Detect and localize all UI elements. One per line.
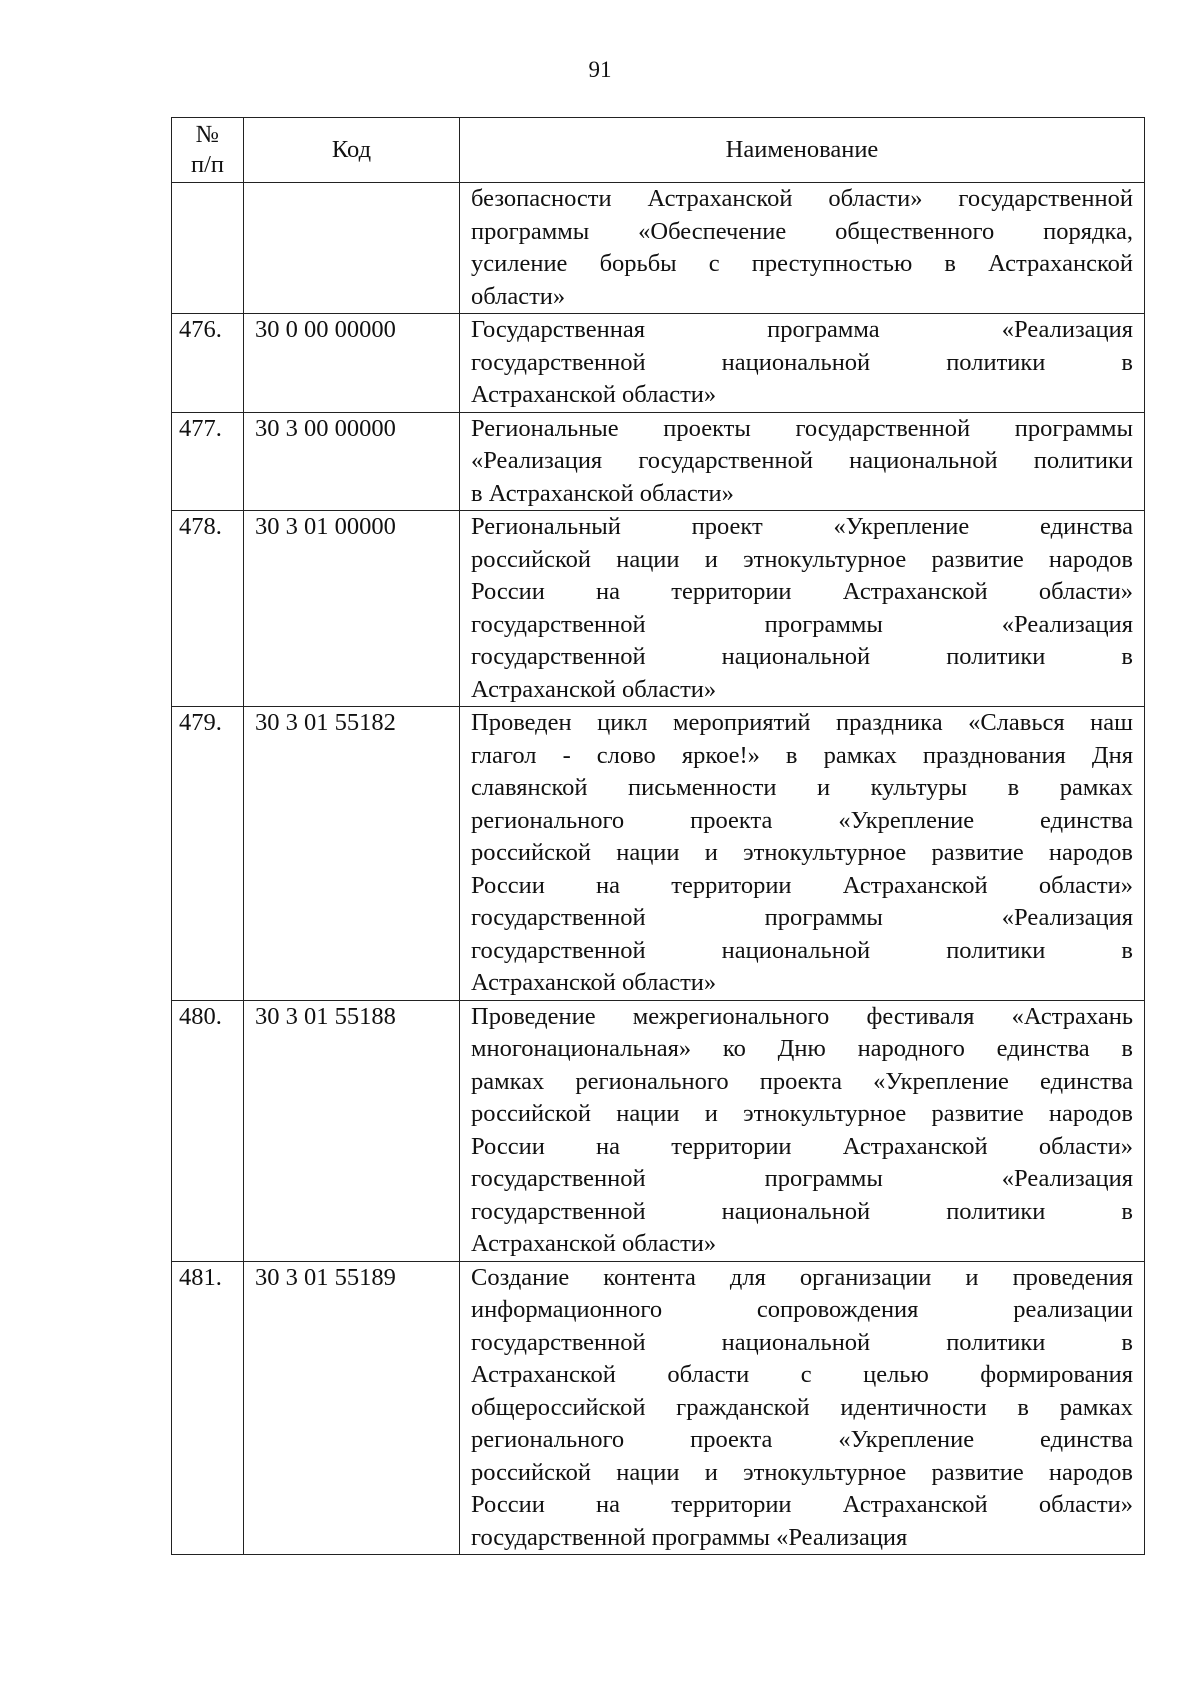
name-line: государственной национальной политики в bbox=[471, 348, 1133, 376]
row-number: 480. bbox=[172, 1000, 244, 1261]
name-line: России на территории Астраханской области» bbox=[471, 1491, 1133, 1518]
header-number bbox=[172, 118, 244, 183]
name-line: Региональные проекты государственной программы bbox=[471, 414, 1133, 442]
row-name bbox=[460, 183, 1145, 314]
row-name bbox=[460, 1000, 1145, 1261]
name-line: глагол - слово яркое!» в рамках празднования Дня bbox=[471, 741, 1133, 769]
table-row bbox=[172, 183, 1145, 314]
table-header-row bbox=[172, 118, 1145, 183]
row-code: 30 3 01 55188 bbox=[244, 1000, 460, 1261]
name-line: государственной национальной политики в bbox=[471, 936, 1133, 964]
row-name bbox=[460, 511, 1145, 707]
row-number: 476. bbox=[172, 314, 244, 413]
name-line: государственной программы «Реализация bbox=[471, 610, 1133, 638]
name-line: регионального проекта «Укрепление единства bbox=[471, 806, 1133, 834]
row-number: 478. bbox=[172, 511, 244, 707]
name-line: «Реализация государственной национальной политики bbox=[471, 447, 1133, 474]
name-line: государственной национальной политики в bbox=[471, 1328, 1133, 1356]
row-code: 30 3 00 00000 bbox=[244, 412, 460, 511]
row-name bbox=[460, 707, 1145, 1001]
name-line: Астраханской области» bbox=[471, 969, 717, 996]
name-line: Астраханской области» bbox=[471, 381, 717, 408]
name-line: программы «Обеспечение общественного порядка, bbox=[471, 217, 1133, 245]
name-line: государственной программы «Реализация bbox=[471, 904, 1133, 931]
row-name bbox=[460, 412, 1145, 511]
name-line: государственной программы «Реализация bbox=[471, 1523, 908, 1551]
name-line: России на территории Астраханской области» bbox=[471, 578, 1133, 605]
codes-table bbox=[171, 117, 1145, 1555]
name-line: государственной программы «Реализация bbox=[471, 1165, 1133, 1192]
name-line: российской нации и этнокультурное развитие народов bbox=[471, 545, 1133, 573]
name-line: российской нации и этнокультурное развитие народов bbox=[471, 1458, 1133, 1486]
row-code bbox=[244, 183, 460, 314]
name-line: усиление борьбы с преступностью в Астраханской bbox=[471, 250, 1133, 277]
row-number: 477. bbox=[172, 412, 244, 511]
row-number: 479. bbox=[172, 707, 244, 1001]
name-line: многонациональная» ко Дню народного единства в bbox=[471, 1035, 1133, 1062]
table-row bbox=[172, 707, 1145, 1001]
row-code: 30 3 01 55189 bbox=[244, 1261, 460, 1555]
name-line: Проведен цикл мероприятий праздника «Славься наш bbox=[471, 709, 1133, 736]
row-code: 30 0 00 00000 bbox=[244, 314, 460, 413]
row-name bbox=[460, 1261, 1145, 1555]
table-row bbox=[172, 1261, 1145, 1555]
name-line: российской нации и этнокультурное развитие народов bbox=[471, 1100, 1133, 1127]
name-line: государственной национальной политики в bbox=[471, 1197, 1133, 1225]
name-line: Создание контента для организации и проведения bbox=[471, 1263, 1133, 1291]
table-body bbox=[172, 183, 1145, 1555]
table-row bbox=[172, 1000, 1145, 1261]
row-name bbox=[460, 314, 1145, 413]
table-row bbox=[172, 511, 1145, 707]
header-code: Код bbox=[244, 118, 460, 183]
name-line: России на территории Астраханской области» bbox=[471, 871, 1133, 899]
header-number-part: п/п bbox=[190, 151, 225, 178]
name-line: рамках регионального проекта «Укрепление единства bbox=[471, 1067, 1133, 1095]
name-line: Государственная программа «Реализация bbox=[471, 316, 1133, 343]
name-line: безопасности Астраханской области» государственной bbox=[471, 185, 1133, 212]
name-line: информационного сопровождения реализации bbox=[471, 1296, 1133, 1323]
name-line: в Астраханской области» bbox=[471, 479, 734, 507]
name-line: общероссийской гражданской идентичности в рамках bbox=[471, 1393, 1133, 1421]
name-line: Астраханской области» bbox=[471, 1230, 717, 1257]
name-line: области» bbox=[471, 282, 566, 310]
name-line: государственной национальной политики в bbox=[471, 643, 1133, 670]
header-name: Наименование bbox=[460, 118, 1145, 183]
row-code: 30 3 01 00000 bbox=[244, 511, 460, 707]
name-line: регионального проекта «Укрепление единства bbox=[471, 1426, 1133, 1453]
name-line: Проведение межрегионального фестиваля «Астрахань bbox=[471, 1002, 1133, 1030]
table-row bbox=[172, 412, 1145, 511]
row-code: 30 3 01 55182 bbox=[244, 707, 460, 1001]
name-line: России на территории Астраханской области» bbox=[471, 1132, 1133, 1160]
name-line: славянской письменности и культуры в рамках bbox=[471, 774, 1133, 801]
row-number: 481. bbox=[172, 1261, 244, 1555]
table-row bbox=[172, 314, 1145, 413]
name-line: Астраханской области» bbox=[471, 675, 717, 703]
header-number-part: № bbox=[195, 121, 220, 148]
row-number bbox=[172, 183, 244, 314]
name-line: Астраханской области с целью формирования bbox=[471, 1361, 1133, 1388]
page-number: 91 bbox=[588, 57, 612, 82]
name-line: Региональный проект «Укрепление единства bbox=[471, 513, 1133, 540]
name-line: российской нации и этнокультурное развитие народов bbox=[471, 839, 1133, 866]
